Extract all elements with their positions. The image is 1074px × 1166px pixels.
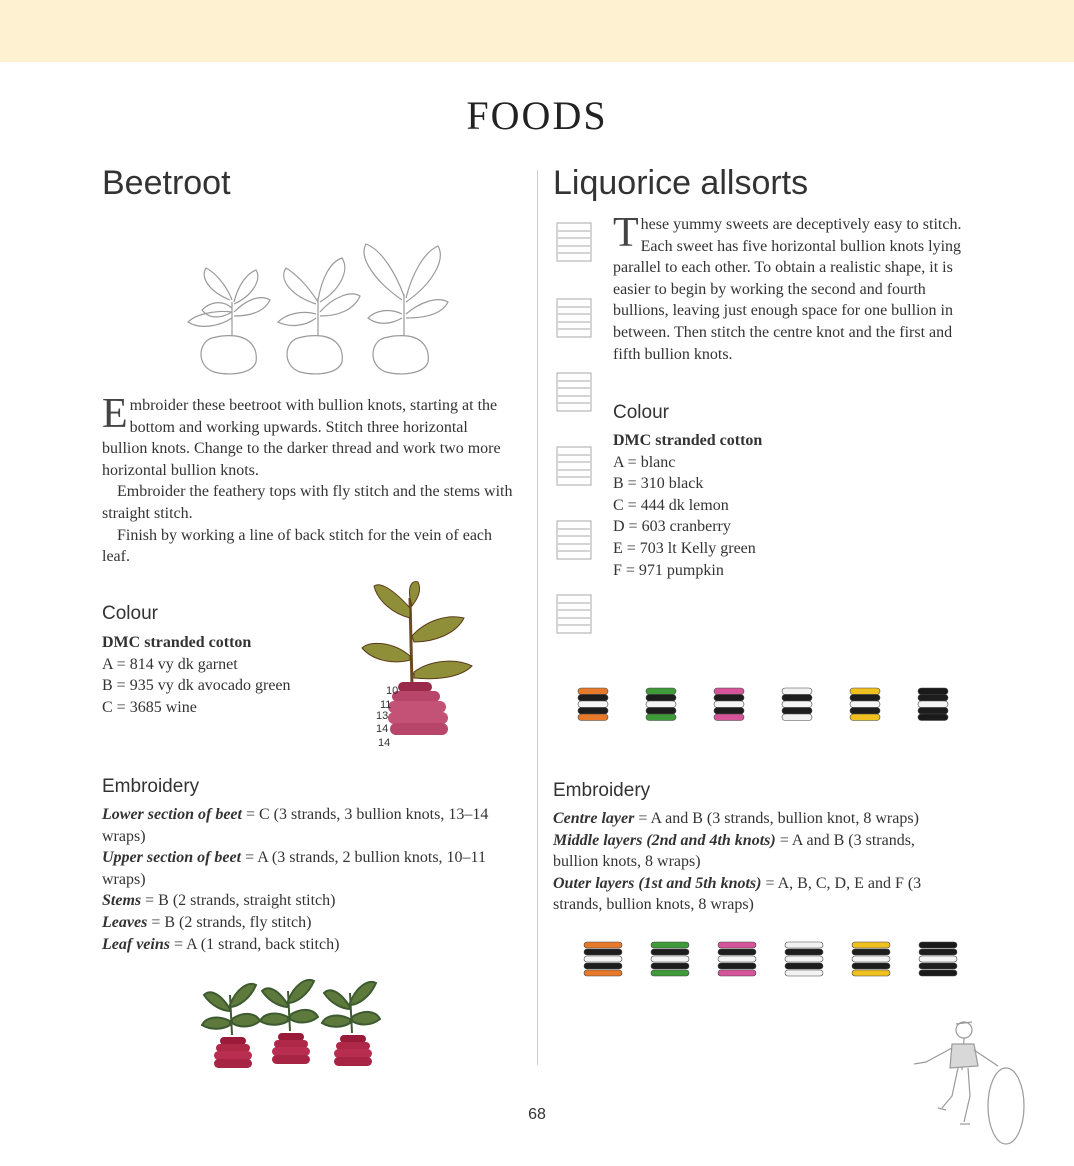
page-number: 68 bbox=[528, 1106, 546, 1123]
beetroot-embroidery-heading: Embroidery bbox=[102, 776, 200, 797]
boy-with-hoop-illustration bbox=[912, 1010, 1036, 1150]
allsort-colour-diagram bbox=[584, 942, 622, 976]
allsorts-colour-diagrams bbox=[584, 940, 964, 980]
liquorice-colour-d: D = 603 cranberry bbox=[613, 518, 731, 536]
beet-outline-1 bbox=[188, 268, 270, 374]
allsort-colour-diagram bbox=[785, 942, 823, 976]
beetroot-embroidery-list bbox=[102, 804, 502, 955]
liquorice-dropcap: T bbox=[613, 210, 639, 256]
liquorice-embroidery-list bbox=[553, 808, 963, 916]
wrap-label-2: 11 bbox=[380, 699, 392, 711]
allsort-colour-diagram bbox=[718, 942, 756, 976]
wrap-label-1: 10 bbox=[386, 685, 399, 697]
beetroot-stitch-diagram bbox=[360, 578, 480, 750]
stitched-allsort bbox=[918, 688, 948, 721]
liquorice-intro: hese yummy sweets are deceptively easy to stitch. Each sweet has five horizontal bullion knots lying parallel to each other. To obtain a realistic shape, it is easier to begin by working the second and fourth bullions, leaving just enough space for one bullion in between. Then stitch the centre knot and the first and fifth bullion knots. bbox=[613, 216, 962, 363]
liquorice-intro-block bbox=[613, 210, 965, 365]
beetroot-embroidery-item: Lower section of beet = C (3 strands, 3 bullion knots, 13–14 wraps) bbox=[102, 806, 489, 845]
beetroot-dropcap: E bbox=[102, 391, 128, 437]
allsorts-stitched-photo bbox=[576, 686, 956, 726]
beetroot-embroidery-item: Leaves = B (2 strands, fly stitch) bbox=[102, 913, 312, 931]
beetroot-colour-list bbox=[102, 632, 291, 718]
liquorice-dmc-heading: DMC stranded cotton bbox=[613, 432, 763, 449]
beetroot-colour-b: B = 935 vy dk avocado green bbox=[102, 677, 291, 695]
liquorice-colour-list bbox=[613, 430, 762, 581]
beetroot-stitched-photo bbox=[200, 975, 390, 1075]
stitched-allsort bbox=[714, 688, 744, 721]
beetroot-instructions bbox=[102, 391, 514, 568]
header-band bbox=[0, 0, 1074, 62]
beetroot-para-2: Embroider the feathery tops with fly stitch and the stems with straight stitch. bbox=[102, 483, 513, 522]
beetroot-para-3: Finish by working a line of back stitch for the vein of each leaf. bbox=[102, 526, 493, 566]
liquorice-colour-f: F = 971 pumpkin bbox=[613, 561, 724, 579]
allsort-step-diagrams bbox=[556, 218, 596, 638]
liquorice-title: Liquorice allsorts bbox=[553, 164, 809, 202]
beetroot-embroidery-item: Leaf veins = A (1 strand, back stitch) bbox=[102, 935, 340, 953]
beet-outline-2 bbox=[278, 258, 360, 374]
liquorice-colour-heading: Colour bbox=[613, 402, 669, 423]
wrap-label-3: 13 bbox=[376, 710, 389, 722]
allsort-colour-diagram bbox=[852, 942, 890, 976]
wrap-label-4: 14 bbox=[376, 723, 389, 735]
liquorice-embroidery-heading: Embroidery bbox=[553, 780, 651, 801]
beetroot-title: Beetroot bbox=[102, 164, 231, 202]
stitched-allsort bbox=[782, 688, 812, 721]
beet-outline-3 bbox=[364, 244, 448, 374]
beetroot-dmc-heading: DMC stranded cotton bbox=[102, 634, 252, 651]
beetroot-embroidery-item: Upper section of beet = A (3 strands, 2 bullion knots, 10–11 wraps) bbox=[102, 849, 486, 888]
liquorice-embroidery-item: Outer layers (1st and 5th knots) = A, B, C, D, E and F (3 strands, bullion knots, 8 wraps) bbox=[553, 874, 922, 914]
liquorice-colour-a: A = blanc bbox=[613, 453, 676, 471]
stitched-allsort bbox=[850, 688, 880, 721]
allsort-colour-diagram bbox=[651, 942, 689, 976]
liquorice-colour-c: C = 444 dk lemon bbox=[613, 496, 729, 514]
stitched-allsort bbox=[578, 688, 608, 721]
beetroot-colour-c: C = 3685 wine bbox=[102, 698, 197, 716]
beetroot-outline-illustration bbox=[180, 238, 450, 378]
column-divider bbox=[537, 170, 538, 1065]
beetroot-embroidery-item: Stems = B (2 strands, straight stitch) bbox=[102, 892, 336, 910]
allsort-colour-diagram bbox=[919, 942, 957, 976]
beetroot-colour-a: A = 814 vy dk garnet bbox=[102, 655, 238, 673]
liquorice-embroidery-item: Centre layer = A and B (3 strands, bullion knot, 8 wraps) bbox=[553, 810, 919, 827]
beetroot-colour-heading: Colour bbox=[102, 603, 158, 624]
liquorice-colour-b: B = 310 black bbox=[613, 475, 704, 493]
liquorice-embroidery-item: Middle layers (2nd and 4th knots) = A and B (3 strands, bullion knots, 8 wraps) bbox=[553, 831, 915, 871]
wrap-label-5: 14 bbox=[378, 737, 391, 749]
beetroot-intro: mbroider these beetroot with bullion knots, starting at the bottom and working upwards. Stitch three horizontal bullion knots. Change to the darker thread and work two more horizontal bullion knots. bbox=[102, 397, 501, 479]
stitched-allsort bbox=[646, 688, 676, 721]
page-title: FOODS bbox=[466, 93, 608, 138]
liquorice-colour-e: E = 703 lt Kelly green bbox=[613, 539, 756, 557]
